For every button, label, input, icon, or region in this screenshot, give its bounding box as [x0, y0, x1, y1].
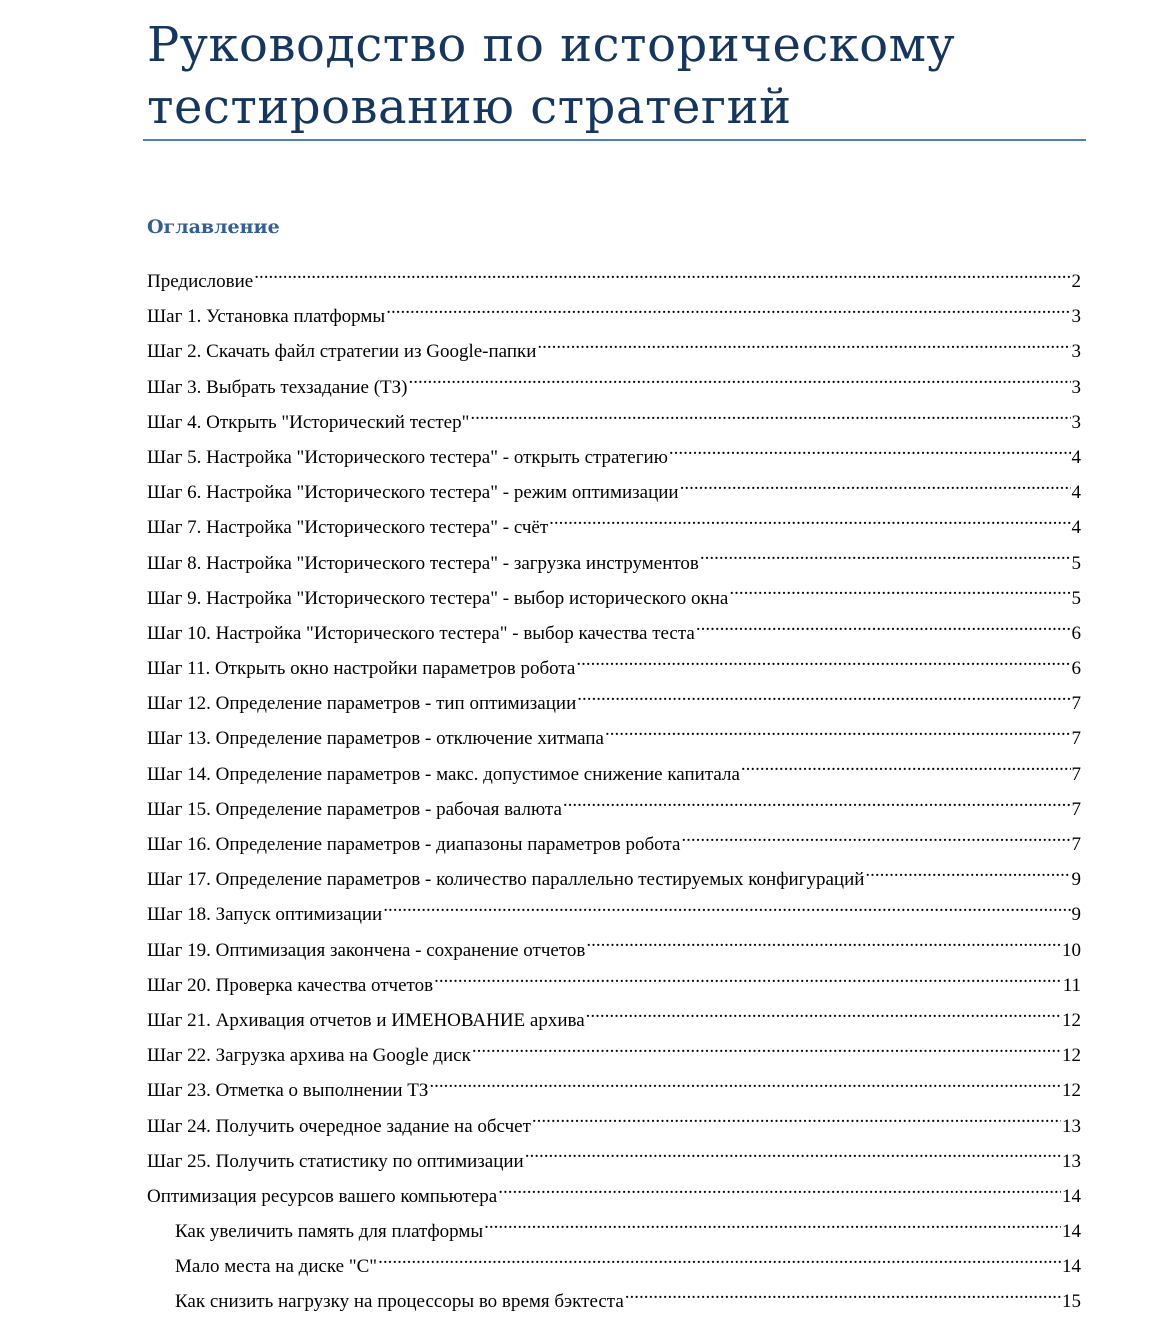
toc-entry-title: Шаг 5. Настройка "Исторического тестера" - открыть стратегию	[147, 446, 668, 468]
toc-dot-leader	[563, 796, 1071, 815]
toc-dot-leader	[700, 550, 1071, 569]
toc-dot-leader	[696, 620, 1071, 639]
toc-entry[interactable]	[147, 827, 1081, 862]
toc-page-number: 6	[1071, 622, 1081, 644]
toc-dot-leader	[681, 831, 1070, 850]
toc-page-number: 14	[1062, 1256, 1081, 1278]
toc-page-number: 7	[1071, 763, 1081, 785]
toc-page-number: 11	[1062, 974, 1081, 996]
toc-page-number: 14	[1062, 1185, 1081, 1207]
toc-page-number: 2	[1071, 271, 1081, 292]
toc-entry[interactable]	[147, 546, 1081, 581]
toc-page-number: 7	[1071, 728, 1081, 750]
toc-page-number: 12	[1062, 1080, 1081, 1102]
toc-entry[interactable]	[147, 475, 1081, 510]
toc-page-number: 13	[1062, 1115, 1081, 1137]
toc-page-number: 3	[1071, 376, 1081, 398]
toc-entry-title: Шаг 21. Архивация отчетов и ИМЕНОВАНИЕ архива	[147, 1009, 585, 1031]
toc-page-number: 13	[1062, 1150, 1081, 1172]
toc-entry-title: Оптимизация ресурсов вашего компьютера	[147, 1185, 498, 1207]
toc-entry[interactable]	[147, 897, 1081, 932]
toc-entry[interactable]	[147, 1073, 1081, 1108]
toc-entry[interactable]	[147, 792, 1081, 827]
toc-dot-leader	[386, 303, 1070, 322]
toc-page-number: 10	[1062, 939, 1081, 961]
toc-entry-title: Шаг 24. Получить очередное задание на обсчет	[147, 1115, 531, 1137]
toc-page-number: 4	[1071, 517, 1081, 539]
toc-dot-leader	[254, 268, 1070, 287]
toc-entry-title: Шаг 16. Определение параметров - диапазоны параметров робота	[147, 834, 681, 855]
toc-page-number: 3	[1071, 411, 1081, 433]
toc-page-number: 9	[1071, 904, 1081, 926]
toc-page-number: 4	[1071, 482, 1081, 504]
toc-dot-leader	[577, 690, 1070, 709]
toc-entry[interactable]	[147, 1144, 1081, 1179]
toc-dot-leader	[470, 409, 1070, 428]
toc-entry-title: Как увеличить память для платформы	[175, 1221, 484, 1243]
toc-dot-leader	[378, 1253, 1061, 1272]
toc-dot-leader	[434, 972, 1062, 991]
toc-entry-title: Шаг 9. Настройка "Исторического тестера" - выбор исторического окна	[147, 587, 729, 609]
toc-dot-leader	[625, 1288, 1061, 1307]
toc-dot-leader	[865, 866, 1070, 885]
toc-entry[interactable]	[147, 370, 1081, 405]
toc-dot-leader	[429, 1077, 1061, 1096]
toc-entry[interactable]	[147, 299, 1081, 334]
toc-page-number: 7	[1071, 834, 1081, 855]
toc-dot-leader	[586, 1007, 1061, 1026]
toc-dot-leader	[586, 937, 1061, 956]
toc-entry[interactable]	[147, 968, 1081, 1003]
toc-dot-leader	[383, 901, 1070, 920]
toc-dot-leader	[605, 725, 1071, 744]
toc-dot-leader	[498, 1183, 1061, 1202]
toc-page-number: 4	[1071, 446, 1081, 468]
toc-list	[147, 264, 1081, 1320]
toc-entry-title: Предисловие	[147, 271, 254, 292]
toc-entry[interactable]	[147, 1038, 1081, 1073]
toc-page-number: 12	[1062, 1045, 1081, 1067]
toc-entry[interactable]	[147, 933, 1081, 968]
toc-page-number: 3	[1071, 341, 1081, 363]
toc-entry-title: Шаг 6. Настройка "Исторического тестера" - режим оптимизации	[147, 482, 679, 504]
toc-dot-leader	[484, 1218, 1061, 1237]
toc-entry[interactable]	[147, 616, 1081, 651]
toc-page-number: 6	[1071, 658, 1081, 680]
toc-page-number: 3	[1071, 306, 1081, 328]
toc-dot-leader	[549, 514, 1070, 533]
toc-entry-title: Шаг 20. Проверка качества отчетов	[147, 974, 434, 996]
toc-dot-leader	[525, 1148, 1061, 1167]
toc-page-number: 7	[1071, 798, 1081, 820]
toc-entry-title: Шаг 18. Запуск оптимизации	[147, 904, 383, 926]
toc-page-number: 14	[1062, 1221, 1081, 1243]
toc-entry[interactable]	[147, 862, 1081, 897]
toc-dot-leader	[741, 761, 1071, 780]
document-title: Руководство по историческому тестированию стратегий	[147, 17, 956, 135]
toc-entry-title: Шаг 13. Определение параметров - отключение хитмапа	[147, 728, 604, 750]
toc-page-number: 7	[1071, 693, 1081, 715]
toc-dot-leader	[472, 1042, 1061, 1061]
toc-entry-title: Шаг 23. Отметка о выполнении ТЗ	[147, 1080, 429, 1102]
toc-entry-title: Шаг 10. Настройка "Исторического тестера" - выбор качества теста	[147, 622, 695, 644]
toc-dot-leader	[669, 444, 1071, 463]
toc-heading: Оглавление	[147, 216, 280, 238]
toc-entry[interactable]	[147, 1003, 1081, 1038]
toc-entry[interactable]	[147, 264, 1081, 299]
toc-entry-title: Шаг 19. Оптимизация закончена - сохранение отчетов	[147, 939, 586, 961]
toc-page-number: 5	[1071, 552, 1081, 574]
toc-entry-title: Шаг 25. Получить статистику по оптимизации	[147, 1150, 524, 1172]
toc-entry-title: Шаг 12. Определение параметров - тип оптимизации	[147, 693, 577, 715]
toc-entry-title: Шаг 4. Открыть "Исторический тестер"	[147, 411, 470, 433]
toc-entry[interactable]	[147, 510, 1081, 545]
title-underline	[143, 139, 1086, 141]
toc-entry[interactable]	[147, 651, 1081, 686]
toc-entry[interactable]	[147, 757, 1081, 792]
toc-entry[interactable]	[147, 1284, 1081, 1319]
toc-entry-title: Шаг 7. Настройка "Исторического тестера" - счёт	[147, 517, 549, 539]
toc-entry[interactable]	[147, 1249, 1081, 1284]
toc-entry[interactable]	[147, 581, 1081, 616]
toc-page-number: 12	[1062, 1009, 1081, 1031]
toc-dot-leader	[680, 479, 1071, 498]
toc-entry-title: Шаг 1. Установка платформы	[147, 306, 386, 328]
toc-page-number: 9	[1071, 869, 1081, 891]
toc-entry-title: Шаг 3. Выбрать техзадание (ТЗ)	[147, 376, 408, 398]
toc-dot-leader	[532, 1113, 1061, 1132]
toc-entry-title: Шаг 15. Определение параметров - рабочая валюта	[147, 798, 562, 820]
toc-entry[interactable]	[147, 721, 1081, 756]
toc-entry-title: Шаг 17. Определение параметров - количество параллельно тестируемых конфигураций	[147, 869, 865, 891]
toc-entry[interactable]	[147, 334, 1081, 369]
toc-dot-leader	[537, 338, 1070, 357]
toc-entry[interactable]	[147, 1214, 1081, 1249]
toc-dot-leader	[408, 374, 1070, 393]
toc-dot-leader	[729, 585, 1070, 604]
toc-dot-leader	[576, 655, 1070, 674]
toc-entry-title: Как снизить нагрузку на процессоры во время бэктеста	[175, 1291, 624, 1313]
toc-entry-title: Мало места на диске "С"	[175, 1256, 378, 1278]
toc-entry-title: Шаг 11. Открыть окно настройки параметров робота	[147, 658, 576, 680]
toc-entry-title: Шаг 2. Скачать файл стратегии из Google-папки	[147, 341, 537, 363]
toc-page-number: 15	[1062, 1291, 1081, 1313]
toc-entry[interactable]	[147, 1109, 1081, 1144]
toc-entry[interactable]	[147, 440, 1081, 475]
toc-entry[interactable]	[147, 405, 1081, 440]
toc-entry-title: Шаг 14. Определение параметров - макс. допустимое снижение капитала	[147, 763, 740, 785]
toc-entry-title: Шаг 8. Настройка "Исторического тестера" - загрузка инструментов	[147, 552, 699, 574]
toc-page-number: 5	[1071, 587, 1081, 609]
toc-entry[interactable]	[147, 1179, 1081, 1214]
toc-entry-title: Шаг 22. Загрузка архива на Google диск	[147, 1045, 471, 1067]
toc-entry[interactable]	[147, 686, 1081, 721]
